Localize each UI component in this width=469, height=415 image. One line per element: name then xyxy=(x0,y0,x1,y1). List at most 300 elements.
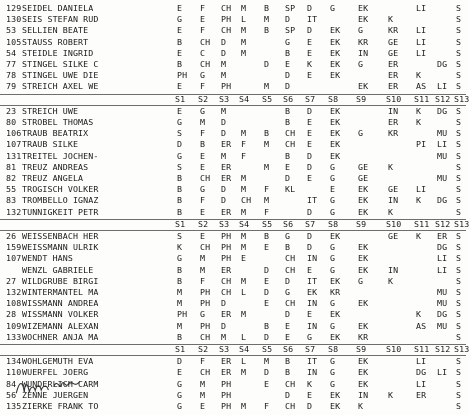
course-code: E xyxy=(307,173,313,183)
course-code: EK xyxy=(330,150,341,161)
student-number: 107 xyxy=(6,139,22,150)
student-name: STINGEL UWE DIE xyxy=(22,70,99,81)
subject-header-label: S4 xyxy=(239,344,250,354)
student-name: WENDT HANS xyxy=(22,253,73,264)
course-code: M xyxy=(241,231,247,241)
course-code: E xyxy=(285,320,291,331)
student-row xyxy=(0,287,466,298)
student-row xyxy=(0,173,466,184)
course-code: G xyxy=(330,242,336,253)
subject-header-label: S11 xyxy=(414,344,430,354)
student-row xyxy=(0,401,466,412)
course-code: IT xyxy=(307,275,318,286)
subject-header-label: S8 xyxy=(328,218,339,229)
course-code: D xyxy=(177,356,183,367)
course-code: LI xyxy=(416,378,427,389)
subject-header-label: S8 xyxy=(328,93,339,104)
course-code: PH xyxy=(221,401,232,411)
student-row xyxy=(0,207,466,218)
course-code: K xyxy=(307,59,313,69)
student-number: 80 xyxy=(6,117,17,127)
student-row xyxy=(0,309,466,320)
student-number: 79 xyxy=(6,81,17,92)
course-code: G xyxy=(177,253,183,264)
course-code: E xyxy=(177,3,183,13)
student-number: 132 xyxy=(6,287,22,297)
course-code: EK xyxy=(330,105,341,116)
student-number: 23 xyxy=(6,105,17,116)
course-code: G xyxy=(330,264,336,275)
subject-header-label: S6 xyxy=(283,344,294,354)
course-code: EK xyxy=(330,401,341,411)
course-code: MU xyxy=(437,150,448,161)
course-code: EK xyxy=(330,389,341,400)
course-code: D xyxy=(307,25,313,36)
course-code: K xyxy=(416,231,422,241)
course-code: PH xyxy=(221,389,232,400)
course-code: G xyxy=(200,184,206,195)
course-code: CH xyxy=(200,331,211,342)
course-code: M xyxy=(241,367,247,378)
course-code: B xyxy=(177,59,183,69)
subject-header-label: S3 xyxy=(219,344,230,354)
course-code: ER xyxy=(221,161,232,172)
course-code: EK xyxy=(358,356,369,367)
course-code: KR xyxy=(358,331,369,342)
course-code: M xyxy=(200,117,206,127)
student-number: 107 xyxy=(6,253,22,264)
student-number: 131 xyxy=(6,150,22,161)
course-code: EK xyxy=(358,253,369,264)
course-code: E xyxy=(307,128,313,139)
course-code: M xyxy=(241,25,247,36)
course-code: ER xyxy=(221,139,232,150)
course-code: EK xyxy=(358,320,369,331)
course-code: CH xyxy=(221,3,232,13)
course-code: D xyxy=(285,14,291,25)
course-code: GE xyxy=(358,173,369,183)
course-code: M xyxy=(264,81,270,92)
student-name: WEISSMANN ULRIK xyxy=(22,242,99,253)
course-code: CH xyxy=(285,139,296,150)
course-code: B xyxy=(285,356,291,367)
course-code: B xyxy=(285,117,291,127)
course-code: S xyxy=(456,173,462,183)
course-code: ER xyxy=(221,173,232,183)
course-code: EK xyxy=(330,128,341,139)
course-code: K xyxy=(388,206,394,217)
course-code: S xyxy=(456,139,462,150)
course-code: K xyxy=(307,378,313,389)
student-number: 55 xyxy=(6,184,17,195)
course-code: CH xyxy=(200,242,211,253)
course-code: B xyxy=(264,3,270,13)
course-code: S xyxy=(456,3,462,13)
course-code: D xyxy=(307,3,313,13)
course-code: KR xyxy=(330,287,341,297)
course-code: E xyxy=(307,36,313,47)
course-code: S xyxy=(456,150,462,161)
course-code: M xyxy=(241,309,247,320)
subject-header-label: S4 xyxy=(239,93,250,104)
student-number: 81 xyxy=(6,161,17,172)
course-code: M xyxy=(241,206,247,217)
course-code: E xyxy=(177,367,183,378)
course-code: CH xyxy=(200,367,211,378)
student-number: 159 xyxy=(6,242,22,253)
student-name: TROMBELLO IGNAZ xyxy=(22,195,99,206)
student-row xyxy=(0,265,466,276)
course-code: B xyxy=(200,139,206,150)
student-name: WISSMANN VOLKER xyxy=(22,309,99,320)
course-code: EK xyxy=(358,242,369,253)
course-code: M xyxy=(241,36,247,47)
course-code: D xyxy=(307,161,313,172)
course-code: CH xyxy=(241,195,252,206)
course-code: EK xyxy=(330,70,341,81)
course-code: LI xyxy=(437,253,448,264)
course-code: IN xyxy=(358,47,369,58)
course-code: F xyxy=(200,3,206,13)
subject-header-label: S7 xyxy=(305,93,316,104)
course-code: B xyxy=(264,231,270,241)
course-code: D xyxy=(264,287,270,297)
student-row xyxy=(0,276,466,287)
course-code: IN xyxy=(388,105,399,116)
subject-header-label: S3 xyxy=(219,93,230,104)
course-code: G xyxy=(177,150,183,161)
course-code: EK xyxy=(358,184,369,195)
course-code: IN xyxy=(307,320,318,331)
course-code: G xyxy=(307,331,313,342)
course-code: K xyxy=(388,275,394,286)
course-code: B xyxy=(177,173,183,183)
course-code: DG xyxy=(437,309,448,320)
course-code: PH xyxy=(200,298,211,309)
student-number: 26 xyxy=(6,231,17,241)
student-row xyxy=(0,48,466,59)
course-code: EK xyxy=(330,139,341,150)
course-code: MU xyxy=(437,128,448,139)
student-name: SEIS STEFAN RUD xyxy=(22,14,99,25)
course-code: LI xyxy=(416,3,427,13)
course-code: E xyxy=(177,25,183,36)
course-code: CH xyxy=(221,25,232,36)
course-code: S xyxy=(456,105,462,116)
course-code: G xyxy=(200,105,206,116)
course-code: ER xyxy=(221,309,232,320)
course-code: S xyxy=(456,161,462,172)
course-code: S xyxy=(456,253,462,264)
course-code: G xyxy=(330,367,336,378)
course-code: E xyxy=(264,275,270,286)
course-code: M xyxy=(241,401,247,411)
student-name: WILDGRUBE BIRGI xyxy=(22,275,99,286)
course-code: G xyxy=(358,59,364,69)
course-code: D xyxy=(221,298,227,309)
student-name: TUNNIGKEIT PETR xyxy=(22,206,99,217)
course-code: F xyxy=(200,195,206,206)
student-name: TRAUB SILKE xyxy=(22,139,79,150)
student-name: WISSMANN ANDREA xyxy=(22,298,99,309)
student-name: TROGISCH VOLKER xyxy=(22,184,99,195)
student-name: ZENNE JUERGEN xyxy=(22,389,89,400)
course-code: E xyxy=(285,331,291,342)
course-code: LI xyxy=(437,367,448,378)
course-code: S xyxy=(456,81,462,92)
course-code: D xyxy=(307,401,313,411)
course-code: ER xyxy=(388,81,399,92)
student-row xyxy=(0,151,466,162)
course-code: S xyxy=(456,184,462,195)
course-code: S xyxy=(456,242,462,253)
subject-header-label: S8 xyxy=(328,344,339,354)
course-code: KR xyxy=(358,36,369,47)
course-code: S xyxy=(456,25,462,36)
course-code: D xyxy=(285,309,291,320)
course-code: F xyxy=(241,139,247,150)
course-code: ER xyxy=(437,231,448,241)
course-code: EK xyxy=(358,195,369,206)
student-number: 53 xyxy=(6,25,17,36)
course-code: G xyxy=(177,14,183,25)
subject-header-label: S2 xyxy=(198,218,209,229)
subject-header-label: S6 xyxy=(283,218,294,229)
course-code: D xyxy=(285,389,291,400)
course-code: G xyxy=(200,70,206,81)
course-code: G xyxy=(177,389,183,400)
course-code: D xyxy=(264,264,270,275)
course-code: B xyxy=(177,275,183,286)
course-code: K xyxy=(416,195,422,206)
course-code: M xyxy=(200,378,206,389)
course-code: F xyxy=(200,128,206,139)
course-code: ER xyxy=(388,70,399,81)
student-number: 56 xyxy=(6,389,17,400)
course-code: F xyxy=(241,150,247,161)
course-code: EK xyxy=(330,36,341,47)
student-row xyxy=(0,184,466,195)
student-name: STINGEL SILKE C xyxy=(22,59,99,69)
student-row xyxy=(0,253,466,264)
student-name: SELLIEN BEATE xyxy=(22,25,89,36)
course-code: LI xyxy=(416,184,427,195)
student-name: SEIDEL DANIELA xyxy=(22,3,94,13)
course-code: M xyxy=(241,242,247,253)
course-code: S xyxy=(456,206,462,217)
student-name: STREICH UWE xyxy=(22,105,79,116)
course-code: D xyxy=(307,231,313,241)
course-code: G xyxy=(330,161,336,172)
course-code: G xyxy=(330,356,336,367)
course-code: G xyxy=(330,320,336,331)
course-code: DG xyxy=(437,59,448,69)
course-code: F xyxy=(264,401,270,411)
student-row xyxy=(0,321,466,332)
subject-header-label: S4 xyxy=(239,218,250,229)
course-code: M xyxy=(241,275,247,286)
subject-header-label: S12 xyxy=(435,344,451,354)
course-code: E xyxy=(200,206,206,217)
student-name: TREUZ ANGELA xyxy=(22,173,84,183)
course-code: GE xyxy=(388,184,399,195)
course-code: B xyxy=(177,264,183,275)
course-code: E xyxy=(307,139,313,150)
course-code: E xyxy=(307,117,313,127)
course-code: D xyxy=(264,331,270,342)
course-code: E xyxy=(264,378,270,389)
subject-header-label: S9 xyxy=(356,218,367,229)
subject-header-label: S7 xyxy=(305,218,316,229)
course-code: MU xyxy=(437,287,448,297)
course-code: F xyxy=(200,356,206,367)
course-code: K xyxy=(388,14,394,25)
course-code: M xyxy=(241,128,247,139)
course-code: G xyxy=(285,287,291,297)
course-code: S xyxy=(456,401,462,411)
student-name: WUNDERLICH CARM xyxy=(22,378,99,389)
course-code: IN xyxy=(388,264,399,275)
course-code: E xyxy=(177,105,183,116)
course-code: IT xyxy=(307,195,318,206)
subject-header-row xyxy=(0,93,469,105)
student-name: STROBEL THOMAS xyxy=(22,117,94,127)
course-code: DG xyxy=(437,105,448,116)
course-code: B xyxy=(285,105,291,116)
course-code: EK xyxy=(330,59,341,69)
course-code: S xyxy=(456,128,462,139)
course-code: KL xyxy=(285,184,296,195)
course-code: D xyxy=(264,59,270,69)
course-code: DG xyxy=(416,367,427,378)
student-number: 83 xyxy=(6,195,17,206)
course-code: M xyxy=(221,150,227,161)
student-name: WENZL GABRIELE xyxy=(22,264,94,275)
student-row xyxy=(0,25,466,36)
student-row xyxy=(0,356,466,367)
subject-header-label: S13 xyxy=(454,93,469,104)
course-code: LI xyxy=(437,139,448,150)
course-code: GE xyxy=(358,161,369,172)
subject-header-label: S10 xyxy=(386,344,402,354)
course-code: LI xyxy=(437,81,448,92)
course-code: LI xyxy=(416,47,427,58)
student-number: 135 xyxy=(6,401,22,411)
course-code: D xyxy=(221,36,227,47)
course-code: S xyxy=(456,275,462,286)
student-number: 54 xyxy=(6,47,17,58)
course-code: EK xyxy=(358,14,369,25)
course-code: M xyxy=(241,47,247,58)
course-code: K xyxy=(416,309,422,320)
course-code: PH xyxy=(177,70,188,81)
course-code: AS xyxy=(416,320,427,331)
course-code: G xyxy=(330,298,336,309)
student-row xyxy=(0,3,466,14)
course-code: K xyxy=(177,242,183,253)
student-name: TREITEL JOCHEN- xyxy=(22,150,99,161)
course-code: G xyxy=(177,117,183,127)
student-row xyxy=(0,128,466,139)
course-code: EK xyxy=(358,367,369,378)
student-name: STREICH AXEL WE xyxy=(22,81,99,92)
course-code: G xyxy=(200,309,206,320)
student-row xyxy=(0,59,466,70)
course-code: F xyxy=(200,25,206,36)
student-number: 84 xyxy=(6,378,17,389)
course-code: E xyxy=(200,150,206,161)
course-code: D xyxy=(221,320,227,331)
course-code: EK xyxy=(358,206,369,217)
student-row xyxy=(0,162,466,173)
subject-header-label: S1 xyxy=(175,344,186,354)
course-code: S xyxy=(456,14,462,25)
student-row xyxy=(0,231,466,242)
course-code: S xyxy=(456,320,462,331)
course-code: D xyxy=(307,105,313,116)
student-name: STEIDLE INGRID xyxy=(22,47,94,58)
course-code: S xyxy=(456,389,462,400)
student-row xyxy=(0,81,466,92)
course-code: M xyxy=(177,320,183,331)
course-code: B xyxy=(285,367,291,378)
course-code: M xyxy=(264,14,270,25)
course-code: CH xyxy=(221,287,232,297)
course-code: E xyxy=(330,184,336,195)
course-code: M xyxy=(200,264,206,275)
subject-header-label: S11 xyxy=(414,218,430,229)
course-code: CH xyxy=(200,36,211,47)
course-code: B xyxy=(177,36,183,47)
course-code: M xyxy=(221,105,227,116)
student-row xyxy=(0,37,466,48)
course-code: K xyxy=(388,389,394,400)
subject-header-label: S10 xyxy=(386,218,402,229)
course-code: S xyxy=(456,331,462,342)
course-code: M xyxy=(264,161,270,172)
course-code: CH xyxy=(285,253,296,264)
course-code: M xyxy=(221,70,227,81)
course-code: E xyxy=(307,309,313,320)
subject-header-label: S11 xyxy=(414,93,430,104)
student-number: 77 xyxy=(6,59,17,69)
course-code: ER xyxy=(388,117,399,127)
subject-header-label: S6 xyxy=(283,93,294,104)
course-code: E xyxy=(285,161,291,172)
student-number: 78 xyxy=(6,70,17,81)
course-code: KR xyxy=(388,128,399,139)
course-code: S xyxy=(456,195,462,206)
course-code: PH xyxy=(221,14,232,25)
course-code: MU xyxy=(437,173,448,183)
student-number: 129 xyxy=(6,3,22,13)
course-code: CH xyxy=(200,59,211,69)
course-code: DG xyxy=(437,195,448,206)
course-code: B xyxy=(177,331,183,342)
course-code: EK xyxy=(358,298,369,309)
course-code: S xyxy=(456,298,462,309)
course-code: B xyxy=(264,25,270,36)
course-code: EK xyxy=(330,47,341,58)
course-code: B xyxy=(177,195,183,206)
student-name: WEISSENBACH HER xyxy=(22,231,99,241)
course-code: D xyxy=(221,184,227,195)
course-code: G xyxy=(358,128,364,139)
course-code: PI xyxy=(416,139,427,150)
student-name: STAUSS ROBERT xyxy=(22,36,89,47)
course-code: K xyxy=(416,117,422,127)
course-code: ER xyxy=(221,356,232,367)
